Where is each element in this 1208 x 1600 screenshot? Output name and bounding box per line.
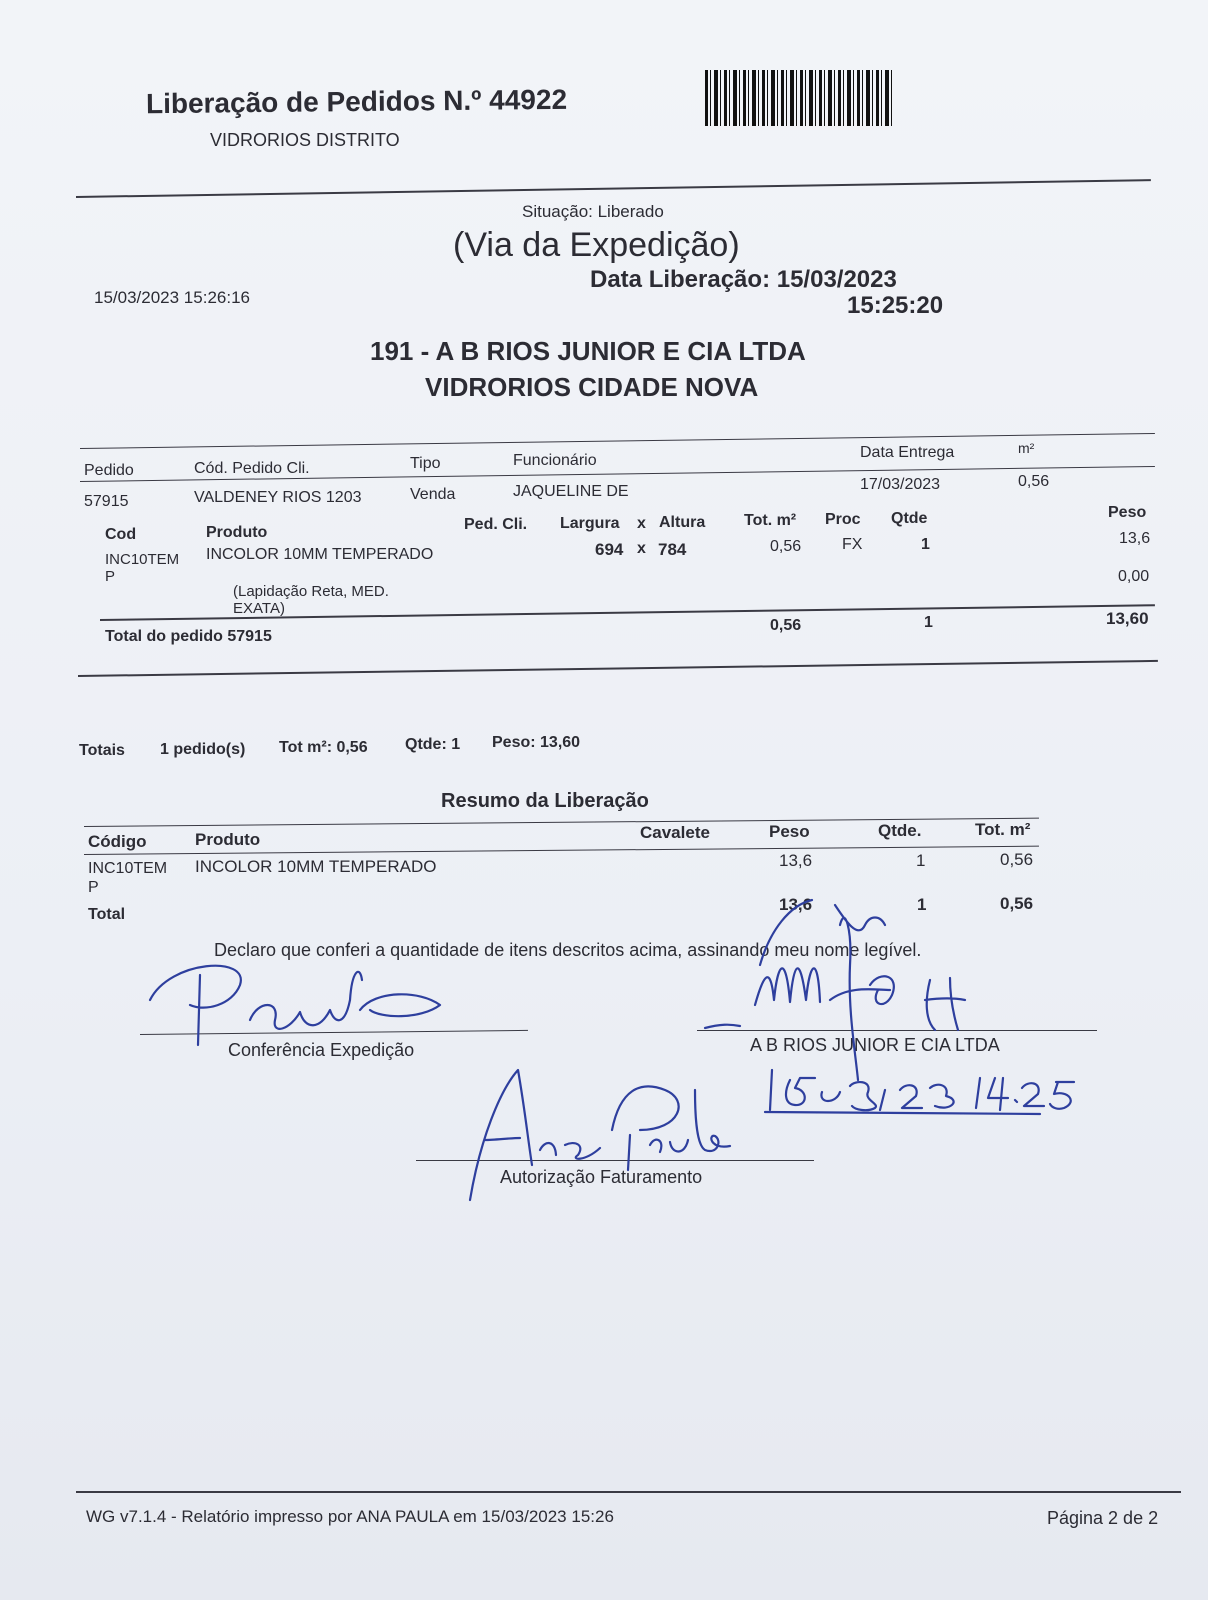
signature-label-bottom: Autorização Faturamento [500,1167,703,1187]
col-cod-pedido-cli: Cód. Pedido Cli. [194,460,310,477]
summary-codigo-line2: P [88,879,99,896]
totals-qtde: Qtde: 1 [405,736,461,753]
handwritten-date-ink [770,1070,1074,1110]
totals-m2: Tot m²: 0,56 [279,739,368,756]
items-col-x: x [637,515,646,532]
item-qtde: 1 [921,536,930,553]
footer-rule [76,1491,1181,1493]
items-col-largura: Largura [560,515,620,532]
order-type: Venda [410,486,456,503]
signature-label-left: Conferência Expedição [228,1040,415,1060]
summary-total-label: Total [88,906,126,923]
items-col-peso: Peso [1108,504,1147,521]
summary-col-cavalete: Cavalete [640,823,710,842]
declaration-text: Declaro que conferi a quantidade de itens descritos acima, assinando meu nome legível. [214,940,922,960]
summary-total-tot-m2: 0,56 [1000,894,1034,913]
item-x: x [637,540,646,557]
footer-page-number: Página 2 de 2 [1047,1508,1159,1528]
situation-label: Situação: Liberado [522,202,664,221]
summary-qtde: 1 [916,851,926,870]
client-order-code: VALDENEY RIOS 1203 [194,489,362,506]
summary-col-codigo: Código [88,832,147,851]
order-m2: 0,56 [1018,473,1050,490]
col-pedido: Pedido [84,462,134,479]
document-title: Liberação de Pedidos N.º 44922 [145,83,568,120]
items-col-qtde: Qtde [891,510,928,527]
employee-name: JAQUELINE DE [513,483,629,500]
item-produto: INCOLOR 10MM TEMPERADO [206,546,434,563]
footer-print-info: WG v7.1.4 - Relatório impresso por ANA PAULA em 15/03/2023 15:26 [86,1507,614,1526]
handwritten-date-underline [765,1112,1040,1114]
items-col-tot-m2: Tot. m² [744,512,797,529]
item-cod-line2: P [105,568,116,585]
copy-type-label: (Via da Expedição) [453,226,740,264]
col-m2: m² [1018,440,1035,456]
signature-right-ink [705,900,965,1080]
item-note-line2: EXATA) [233,600,285,617]
item-note-line1: (Lapidação Reta, MED. [233,583,389,600]
delivery-date: 17/03/2023 [860,476,941,493]
summary-peso: 13,6 [779,851,813,870]
release-date: Data Liberação: 15/03/2023 [590,266,897,293]
item-note-peso: 0,00 [1118,568,1150,585]
summary-total-qtde: 1 [917,895,927,914]
order-total-label: Total do pedido 57915 [105,628,272,645]
item-altura: 784 [658,540,687,559]
signature-left-ink [150,966,440,1045]
release-time: 15:25:20 [847,292,944,319]
col-data-entrega: Data Entrega [860,444,955,461]
summary-col-peso: Peso [769,822,810,841]
items-col-cod: Cod [105,526,137,543]
items-col-produto: Produto [206,524,268,541]
signature-bottom-ink [470,1070,730,1200]
company-name: VIDRORIOS DISTRITO [210,130,400,150]
items-col-altura: Altura [659,514,706,531]
order-total-m2: 0,56 [770,617,802,634]
col-tipo: Tipo [410,455,441,472]
order-total-peso: 13,60 [1106,609,1149,628]
totals-label: Totais [79,742,125,759]
summary-codigo-line1: INC10TEM [88,860,168,877]
summary-total-peso: 13,6 [779,895,813,914]
summary-col-produto: Produto [195,830,261,849]
signature-label-right: A B RIOS JUNIOR E CIA LTDA [750,1035,1000,1055]
item-largura: 694 [595,540,624,559]
item-tot-m2: 0,56 [770,538,802,555]
printed-at: 15/03/2023 15:26:16 [94,288,250,307]
item-cod-line1: INC10TEM [105,551,180,568]
totals-orders: 1 pedido(s) [160,741,246,758]
summary-produto: INCOLOR 10MM TEMPERADO [195,857,437,876]
col-funcionario: Funcionário [513,452,597,469]
totals-peso: Peso: 13,60 [492,734,581,751]
summary-tot-m2: 0,56 [1000,850,1034,869]
items-col-ped-cli: Ped. Cli. [464,516,528,533]
client-name: 191 - A B RIOS JUNIOR E CIA LTDA [370,336,806,366]
summary-title: Resumo da Liberação [441,790,649,812]
summary-col-tot-m2: Tot. m² [975,820,1031,839]
order-total-qtde: 1 [924,614,933,631]
item-proc: FX [842,536,863,553]
summary-col-qtde: Qtde. [878,821,922,840]
client-store: VIDRORIOS CIDADE NOVA [425,372,759,402]
item-peso: 13,6 [1119,530,1151,547]
order-number: 57915 [84,493,129,510]
items-col-proc: Proc [825,511,861,528]
